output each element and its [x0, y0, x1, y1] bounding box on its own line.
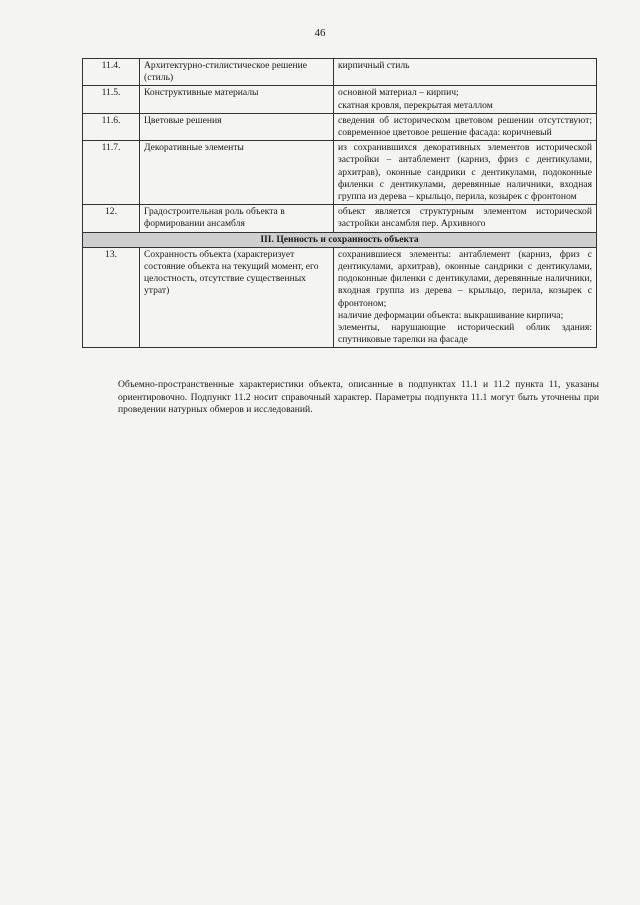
value-line: кирпичный стиль: [338, 60, 410, 71]
section-title: III. Ценность и сохранность объекта: [83, 232, 597, 247]
row-number: 12.: [83, 205, 140, 232]
row-value: [334, 205, 597, 232]
row-value: [334, 113, 597, 140]
footnote-paragraph: Объемно-пространственные характеристики объекта, описанные в подпунктах 11.1 и 11.2 пункта 11, указаны ориентировочно. Подпункт 11.2 носит справочный характер. Параметры подпункта 11.1 могут быть уточнены при проведении натурных обмеров и исследований.: [118, 379, 599, 416]
table-row: [83, 205, 597, 232]
row-number: 11.4.: [83, 59, 140, 86]
row-name: Градостроительная роль объекта в формировании ансамбля: [140, 205, 334, 232]
row-number: 11.7.: [83, 141, 140, 205]
value-line: сведения об историческом цветовом решении отсутствуют; современное цветовое решение фасада: коричневый: [338, 114, 592, 139]
row-name: Сохранность объекта (характеризует состояние объекта на текущий момент, его целостность, отсутствие существенных утрат): [140, 247, 334, 348]
value-line: скатная кровля, перекрытая металлом: [338, 99, 493, 111]
row-name: Архитектурно-стилистическое решение (стиль): [140, 59, 334, 86]
table-row: [83, 247, 597, 348]
row-number: 11.5.: [83, 86, 140, 113]
value-line: сохранившиеся элементы: антаблемент (карниз, фриз с дентикулами, архитрав), оконные сандрики с дентикулами, подоконные филенки с дентикулами, деревянные наличники, входная группа из дерева – крыльцо, перила, козырек с фронтоном;: [338, 248, 592, 309]
value-line: объект является структурным элементом исторической застройки ансамбля пер. Архивного: [338, 206, 592, 230]
value-line: основной материал – кирпич;: [338, 87, 459, 99]
row-name: Конструктивные материалы: [140, 86, 334, 113]
table-row: [83, 86, 597, 113]
row-value: [334, 141, 597, 205]
row-value: [334, 59, 597, 86]
value-line: наличие деформации объекта: выкрашивание кирпича;: [338, 309, 564, 321]
table-row: [83, 141, 597, 205]
page-number: 46: [314, 27, 326, 39]
row-number: 13.: [83, 247, 140, 348]
table-row: [83, 113, 597, 140]
value-line: из сохранившихся декоративных элементов исторической застройки – антаблемент (карниз, фриз с дентикулами, архитрав), оконные сандрики с дентикулами, подоконные филенки с дентикулами, деревянные наличники, входная группа из дерева – крыльцо, перила, козырек с фронтоном: [338, 142, 592, 203]
row-value: [334, 247, 597, 348]
value-line: элементы, нарушающие исторический облик здания: спутниковые тарелки на фасаде: [338, 322, 592, 346]
section-row: [83, 232, 597, 247]
characteristics-table: [82, 58, 597, 348]
row-value: [334, 86, 597, 113]
table-row: [83, 59, 597, 86]
row-number: 11.6.: [83, 113, 140, 140]
row-name: Декоративные элементы: [140, 141, 334, 205]
row-name: Цветовые решения: [140, 113, 334, 140]
